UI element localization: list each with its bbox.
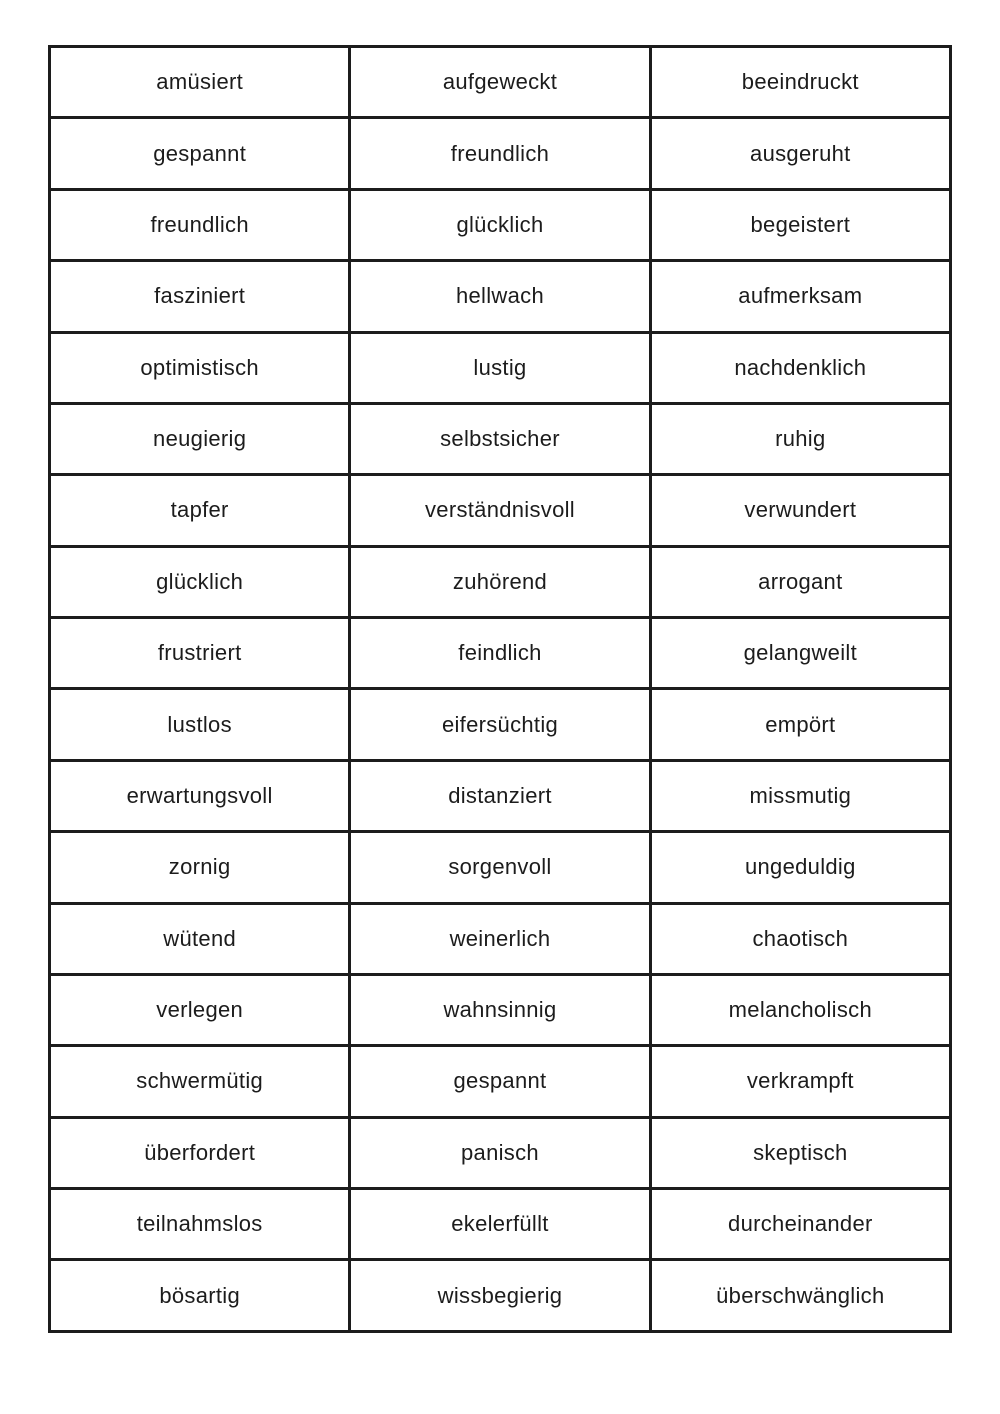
table-row bbox=[50, 1117, 951, 1188]
word-cell: melancholisch bbox=[650, 974, 950, 1045]
word-cell: ungeduldig bbox=[650, 832, 950, 903]
word-cell: sorgenvoll bbox=[350, 832, 650, 903]
table-row bbox=[50, 1189, 951, 1260]
word-cell: gelangweilt bbox=[650, 618, 950, 689]
word-cell: neugierig bbox=[50, 403, 350, 474]
word-cell: glücklich bbox=[50, 546, 350, 617]
word-cell: zuhörend bbox=[350, 546, 650, 617]
word-cell: ausgeruht bbox=[650, 118, 950, 189]
word-cell: skeptisch bbox=[650, 1117, 950, 1188]
word-cell: aufmerksam bbox=[650, 261, 950, 332]
word-cell: verlegen bbox=[50, 974, 350, 1045]
table-row bbox=[50, 475, 951, 546]
word-cell: ruhig bbox=[650, 403, 950, 474]
word-cell: bösartig bbox=[50, 1260, 350, 1332]
word-table bbox=[48, 45, 952, 1333]
word-cell: hellwach bbox=[350, 261, 650, 332]
table-row bbox=[50, 118, 951, 189]
word-cell: glücklich bbox=[350, 189, 650, 260]
word-cell: freundlich bbox=[50, 189, 350, 260]
word-cell: verständnisvoll bbox=[350, 475, 650, 546]
table-row bbox=[50, 332, 951, 403]
word-cell: begeistert bbox=[650, 189, 950, 260]
table-row bbox=[50, 974, 951, 1045]
word-cell: überschwänglich bbox=[650, 1260, 950, 1332]
word-cell: gespannt bbox=[350, 1046, 650, 1117]
word-cell: feindlich bbox=[350, 618, 650, 689]
table-row bbox=[50, 189, 951, 260]
word-cell: lustig bbox=[350, 332, 650, 403]
word-cell: erwartungsvoll bbox=[50, 760, 350, 831]
table-row bbox=[50, 546, 951, 617]
word-cell: nachdenklich bbox=[650, 332, 950, 403]
word-cell: panisch bbox=[350, 1117, 650, 1188]
word-cell: zornig bbox=[50, 832, 350, 903]
word-cell: gespannt bbox=[50, 118, 350, 189]
table-row bbox=[50, 832, 951, 903]
word-cell: wahnsinnig bbox=[350, 974, 650, 1045]
word-cell: teilnahmslos bbox=[50, 1189, 350, 1260]
word-cell: amüsiert bbox=[50, 47, 350, 118]
word-cell: verwundert bbox=[650, 475, 950, 546]
word-cell: frustriert bbox=[50, 618, 350, 689]
table-row bbox=[50, 1260, 951, 1332]
word-cell: wütend bbox=[50, 903, 350, 974]
word-cell: schwermütig bbox=[50, 1046, 350, 1117]
word-cell: optimistisch bbox=[50, 332, 350, 403]
word-cell: selbstsicher bbox=[350, 403, 650, 474]
word-cell: beeindruckt bbox=[650, 47, 950, 118]
word-cell: weinerlich bbox=[350, 903, 650, 974]
table-row bbox=[50, 403, 951, 474]
word-cell: chaotisch bbox=[650, 903, 950, 974]
word-cell: überfordert bbox=[50, 1117, 350, 1188]
word-cell: empört bbox=[650, 689, 950, 760]
word-cell: eifersüchtig bbox=[350, 689, 650, 760]
word-cell: wissbegierig bbox=[350, 1260, 650, 1332]
word-cell: ekelerfüllt bbox=[350, 1189, 650, 1260]
word-cell: aufgeweckt bbox=[350, 47, 650, 118]
table-row bbox=[50, 689, 951, 760]
table-row bbox=[50, 760, 951, 831]
word-cell: missmutig bbox=[650, 760, 950, 831]
word-cell: tapfer bbox=[50, 475, 350, 546]
word-cell: lustlos bbox=[50, 689, 350, 760]
word-cell: fasziniert bbox=[50, 261, 350, 332]
word-table-body bbox=[50, 47, 951, 1332]
table-row bbox=[50, 903, 951, 974]
word-cell: distanziert bbox=[350, 760, 650, 831]
table-row bbox=[50, 618, 951, 689]
table-row bbox=[50, 261, 951, 332]
table-row bbox=[50, 47, 951, 118]
word-cell: verkrampft bbox=[650, 1046, 950, 1117]
table-row bbox=[50, 1046, 951, 1117]
word-cell: freundlich bbox=[350, 118, 650, 189]
word-cell: arrogant bbox=[650, 546, 950, 617]
word-cell: durcheinander bbox=[650, 1189, 950, 1260]
